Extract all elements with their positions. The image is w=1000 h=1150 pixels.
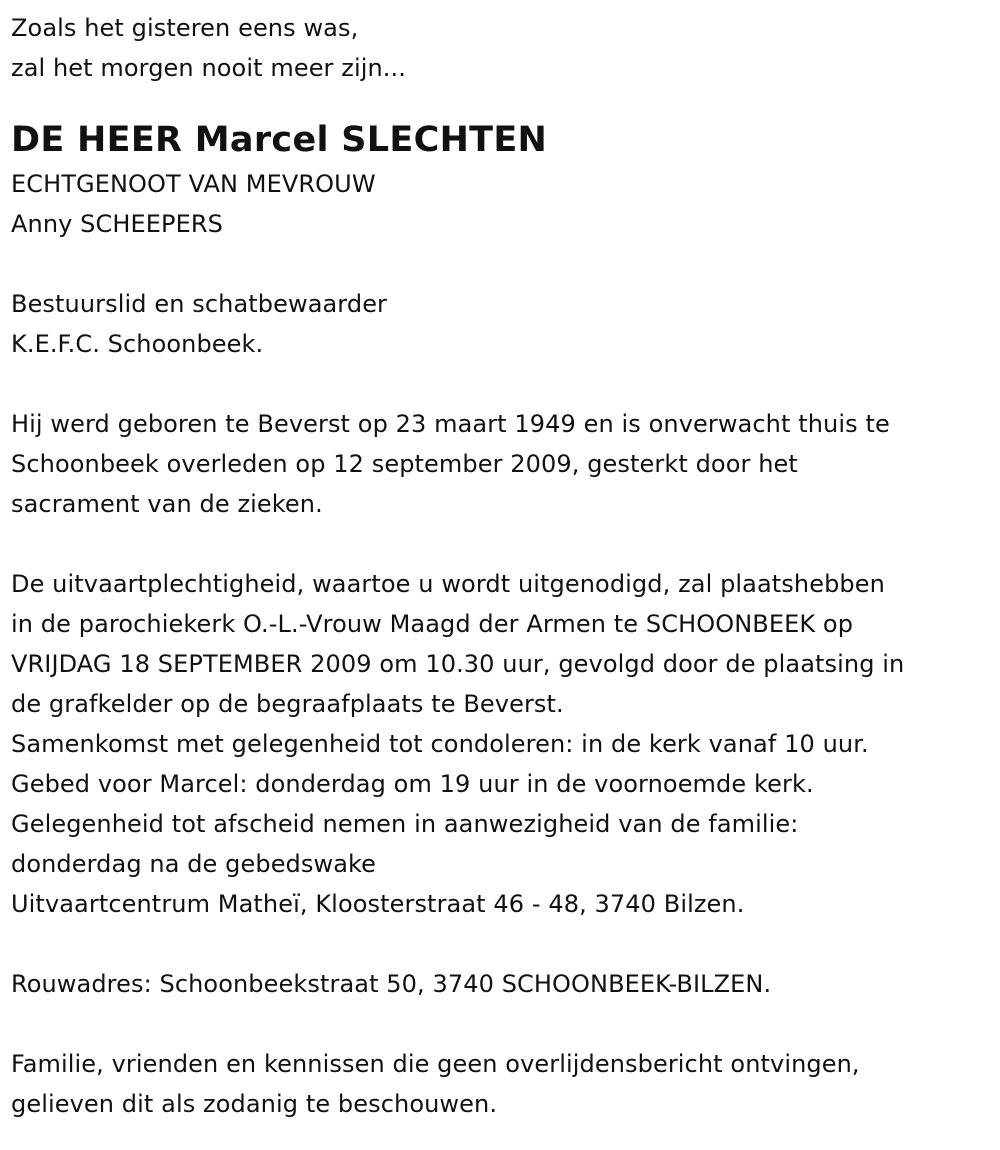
paragraph-line: Uitvaartcentrum Matheï, Kloosterstraat 46 - 48, 3740 Bilzen.: [11, 890, 745, 918]
motto: [11, 8, 988, 88]
mourning-address: Rouwadres: Schoonbeekstraat 50, 3740 SCHOONBEEK-BILZEN.: [11, 970, 772, 998]
spouse-info: [11, 164, 988, 244]
paragraph-line: De uitvaartplechtigheid, waartoe u wordt uitgenodigd, zal plaatshebben: [11, 570, 885, 598]
paragraph-line: de grafkelder op de begraafplaats te Beverst.: [11, 690, 564, 718]
role-line: K.E.F.C. Schoonbeek.: [11, 330, 264, 358]
spacer: [11, 364, 988, 404]
spouse-line: Anny SCHEEPERS: [11, 210, 223, 238]
role-info: [11, 284, 988, 364]
spacer: [11, 924, 988, 964]
paragraph-line: donderdag na de gebedswake: [11, 850, 377, 878]
paragraph-line: in de parochiekerk O.-L.-Vrouw Maagd der Armen te SCHOONBEEK op: [11, 610, 854, 638]
paragraph-line: Hij werd geboren te Beverst op 23 maart 1949 en is onverwacht thuis te: [11, 410, 890, 438]
paragraph-line: Gelegenheid tot afscheid nemen in aanwezigheid van de familie:: [11, 810, 799, 838]
paragraph-line: sacrament van de zieken.: [11, 490, 323, 518]
deceased-name: DE HEER Marcel SLECHTEN: [11, 120, 548, 160]
ceremony-paragraph: [11, 564, 988, 924]
role-line: Bestuurslid en schatbewaarder: [11, 290, 388, 318]
paragraph-line: gelieven dit als zodanig te beschouwen.: [11, 1090, 498, 1118]
paragraph-line: Samenkomst met gelegenheid tot condoleren: in de kerk vanaf 10 uur.: [11, 730, 869, 758]
motto-line: zal het morgen nooit meer zijn...: [11, 54, 406, 82]
paragraph-line: Schoonbeek overleden op 12 september 2009, gesterkt door het: [11, 450, 798, 478]
spacer: [11, 524, 988, 564]
motto-line: Zoals het gisteren eens was,: [11, 14, 359, 42]
paragraph-line: Familie, vrienden en kennissen die geen overlijdensbericht ontvingen,: [11, 1050, 860, 1078]
paragraph-line: Gebed voor Marcel: donderdag om 19 uur in de voornoemde kerk.: [11, 770, 814, 798]
spouse-line: ECHTGENOOT VAN MEVROUW: [11, 170, 376, 198]
spacer: [11, 1004, 988, 1044]
birth-death-paragraph: [11, 404, 988, 524]
closing-paragraph: [11, 1044, 988, 1124]
paragraph-line: VRIJDAG 18 SEPTEMBER 2009 om 10.30 uur, gevolgd door de plaatsing in: [11, 650, 905, 678]
spacer: [11, 244, 988, 284]
